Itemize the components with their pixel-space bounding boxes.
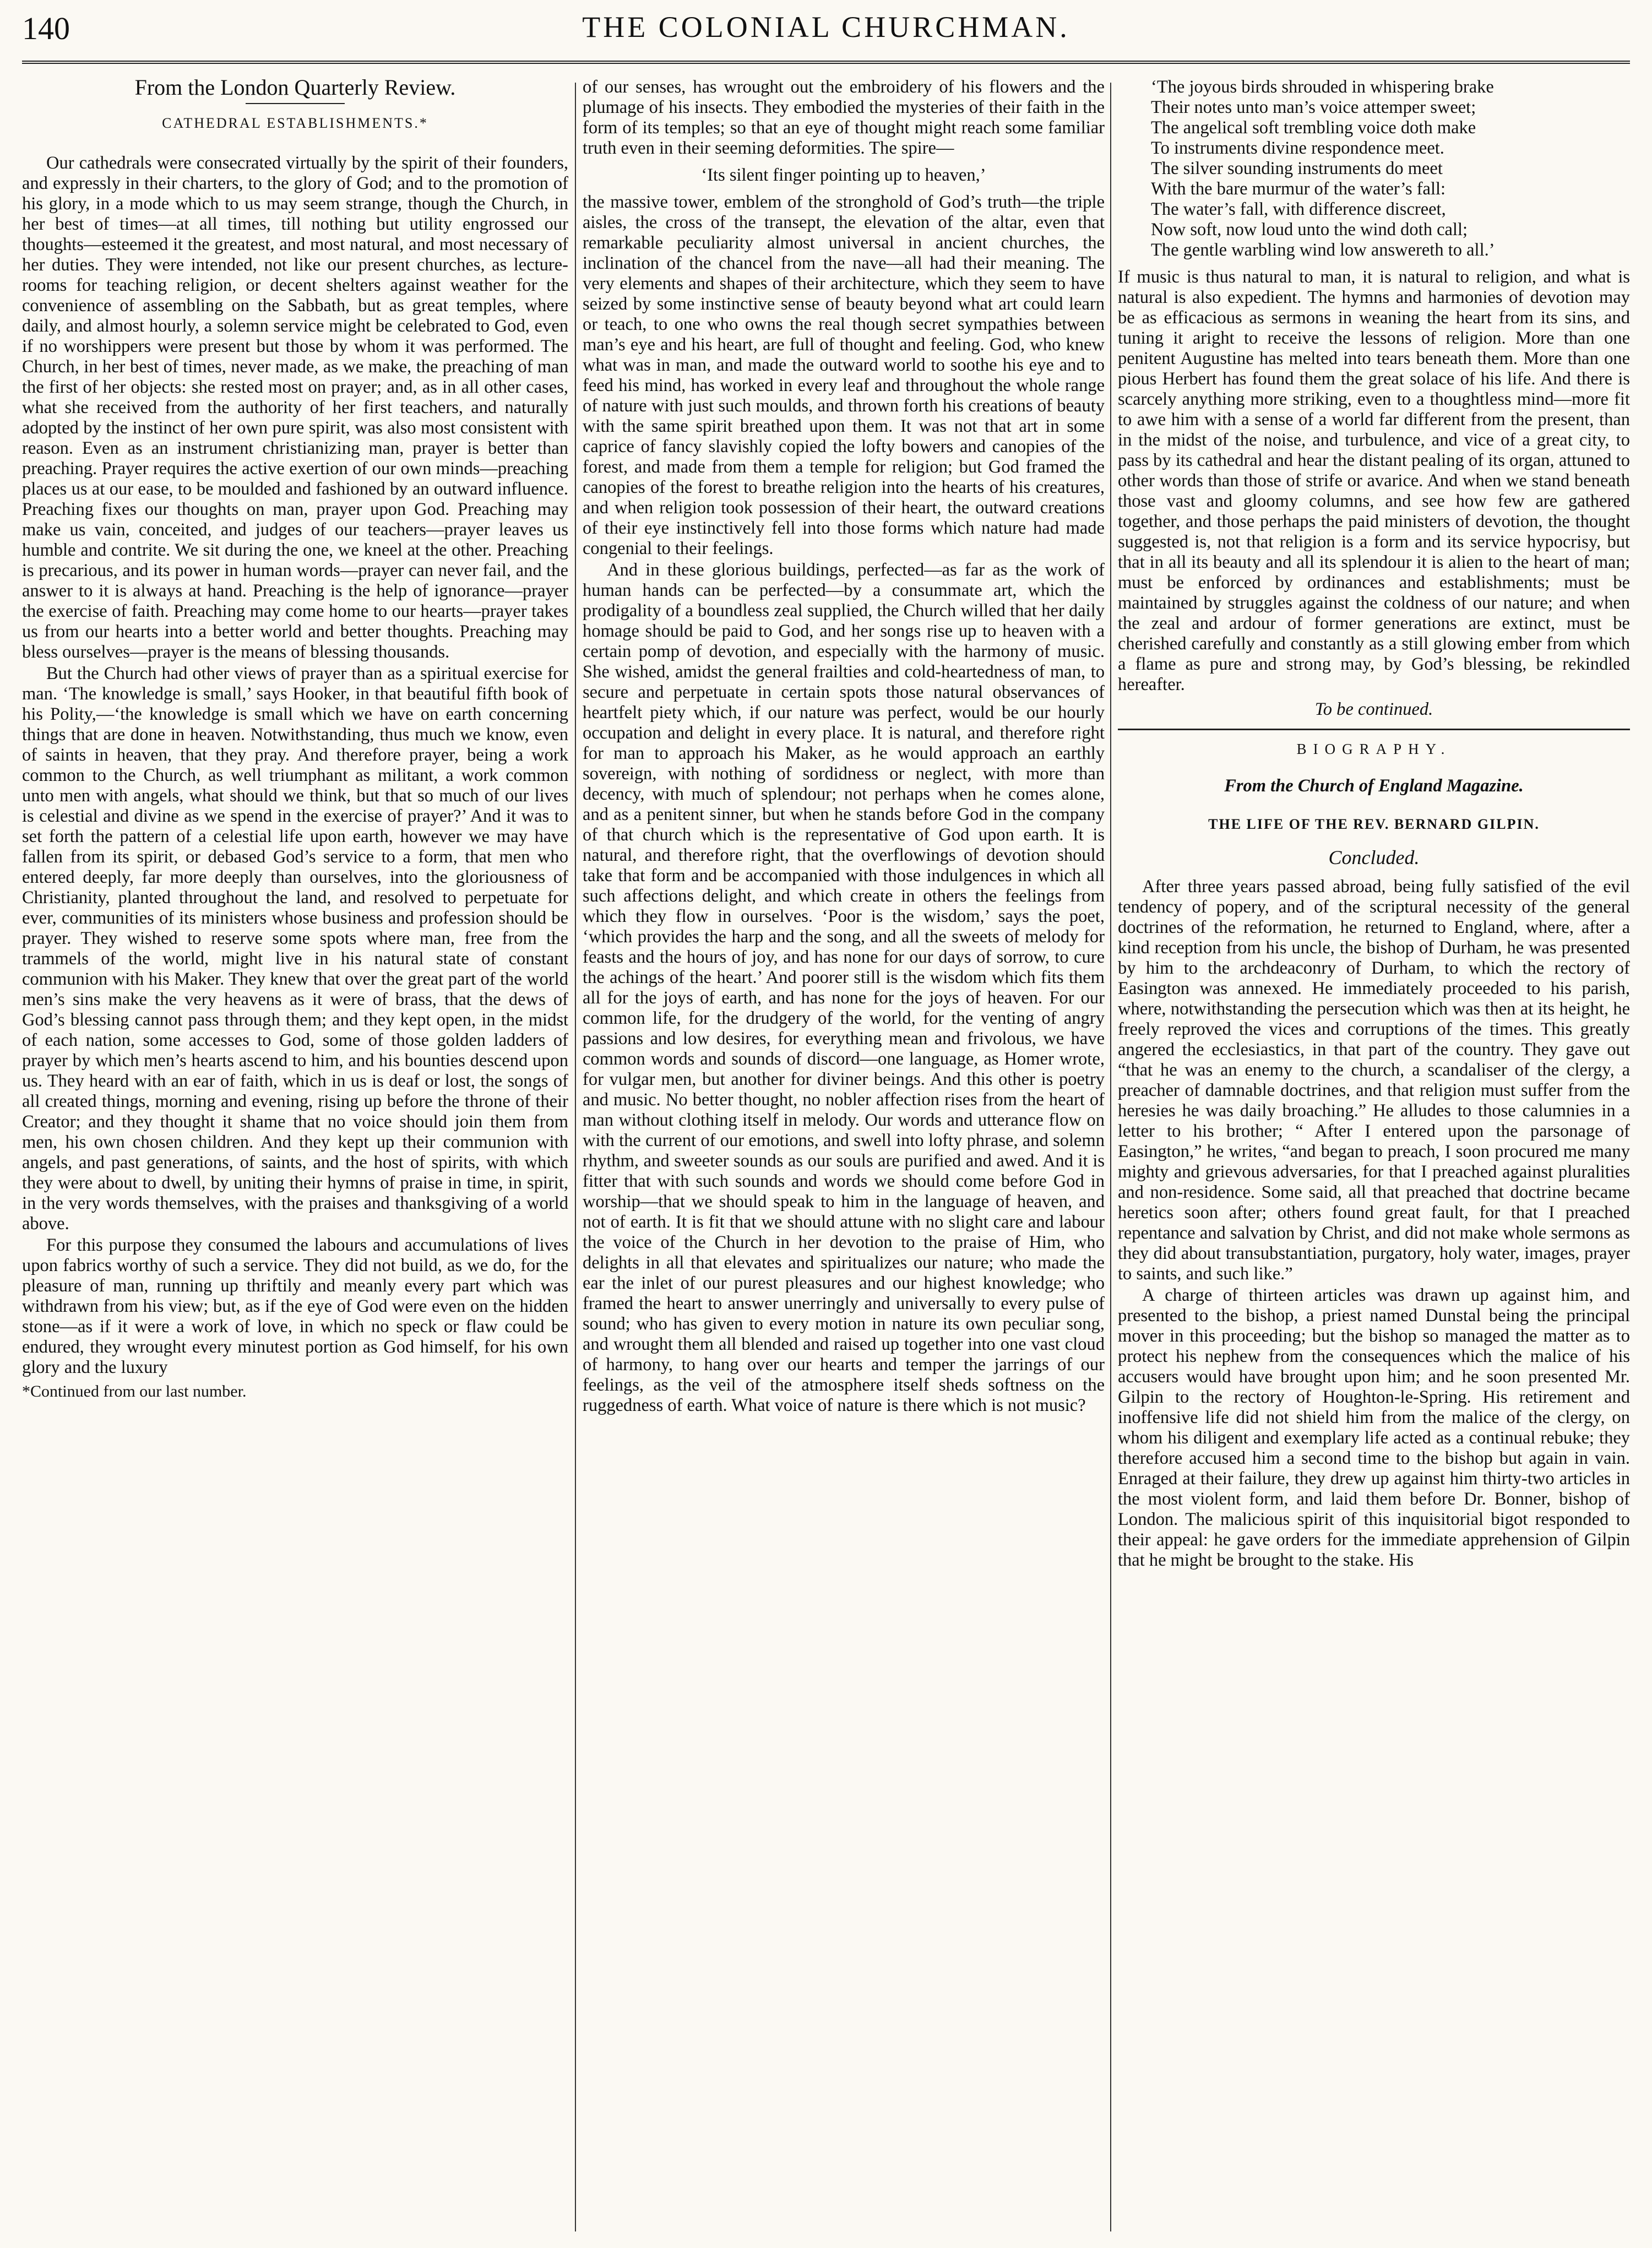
quotation: ‘Its silent finger pointing up to heaven,’ [701,165,986,185]
poem-line: Now soft, now loud unto the wind doth call; [1151,220,1468,240]
column-right [1118,77,1630,2231]
footnote: *Continued from our last number. [22,1382,247,1400]
journal-title: THE COLONIAL CHURCHMAN. [582,10,1070,44]
concluded-label: Concluded. [1328,846,1420,868]
article-source: From the Church of England Magazine. [1224,776,1524,796]
poem [1151,77,1630,260]
column-divider [575,83,576,2231]
article-paragraph: If music is thus natural to man, it is natural to religion, and what is natural is also expedient. The hymns and harmonies of devotion may be as efficacious as sermons in weaning the heart from its sins, and tuning it aright to receive the lessons of religion. More than one penitent Augustine has melted into tears beneath them. More than one pious Herbert has found them the great solace of his life. And there is scarcely anything more striking, even to a thoughtless mind—more fit to awe him with a sense of a world far different from the present, than in the midst of the noise, and turbulence, and vice of a great city, to pass by its cathedral and hear the distant pealing of its organ, attuned to other words than those of strife or avarice. And when we stand beneath those vast and gloomy columns, and see how few are gathered together, and those perhaps the paid ministers of devotion, the thought suggested is, not that religion is a form and its service hypocrisy, but that in all its beauty and all its splendour it is alien to the heart of man; must be enforced by ordinances and establishments; must be maintained by struggles against the coldness of our nature; and when the zeal and ardour of former generations are extinct, must be cherished carefully and constantly as a still glowing ember from which a flame as pure and strong may, by God’s blessing, be rekindled hereafter. [1118,267,1630,694]
column-middle [583,77,1105,2231]
poem-line: The gentle warbling wind low answereth to all.’ [1151,240,1495,260]
poem-line: With the bare murmur of the water’s fall: [1151,179,1446,199]
poem-line: The water’s fall, with difference discreet, [1151,199,1446,219]
article-paragraph: And in these glorious buildings, perfected—as far as the work of human hands can be perfected—by a consummate art, which the prodigality of a boundless zeal supplied, the Church willed that her daily homage should be paid to God, and her songs rise up to heaven with a certain pomp of devotion, and especially with the harmony of music. She wished, amidst the general frailties and cold-heartedness of man, to secure and perpetuate in certain spots those natural observances of heartfelt piety which, if our nature was perfect, would be our hourly occupation and delight in every place. It is natural, and therefore right for man to approach his Maker, as he would approach an earthly sovereign, with nothing of sordidness or neglect, with more than decency, with much of splendour; not perhaps when he comes alone, and as a penitent sinner, but when he stands before God in the company of that church which is the representative of God upon earth. It is natural, and therefore right, that the overflowings of devotion should take that form and be accompanied with those indulgences in which all such affections delight, and which create in others the feelings from which they flow in ourselves. ‘Poor is the wisdom,’ says the poet, ‘which provides the harp and the song, and all the sweets of melody for feasts and the hours of joy, and has none for our days of sorrow, to cure the achings of the heart.’ And poorer still is the wisdom which fits them all for the joys of earth, and has none for the joys of heaven. For our common life, for the drudgery of the world, for the venting of angry passions and low desires, for everything mean and frivolous, we have common words and sounds of discord—one language, as Homer wrote, for vulgar men, but another for diviner beings. And this other is poetry and music. No better thought, no nobler affection rises from the heart of man without clothing itself in melody. Our words and utterance flow on with the current of our emotions, and swell into lofty phrase, and solemn rhythm, and sweeter sounds as our souls are purified and awed. And it is fitter that with such sounds and words we should come before God in worship—that we should speak to him in the language of heaven, and not of earth. It is fit that we should attune with no slight care and labour the voice of the Church in her devotion to the praise of Him, who delights in all that elevates and spiritualizes our nature; who made the ear the inlet of our purest pleasures and our highest knowledge; who framed the heart to answer unerringly and universally to every pulse of sound; who has given to every motion in nature its own peculiar song, and wrought them all blended and raised up together into one vast cloud of harmony, to hang over our hearts and temper the jarrings of our feelings, as the veil of the atmosphere itself sheds softness on the ruggedness of earth. What voice of nature is there which is not music? [583,560,1105,1415]
article-paragraph: After three years passed abroad, being fully satisfied of the evil tendency of popery, and of the scriptural necessity of the general doctrines of the reformation, he returned to England, where, after a kind reception from his uncle, the bishop of Durham, he was presented by him to the archdeaconry of Durham, to which the rectory of Easington was annexed. He immediately proceeded to his parish, where, notwithstanding the persecution which was then at its height, he freely reproved the vices and corruptions of the times. This greatly angered the ecclesiastics, in that part of the country. They gave out “that he was an enemy to the church, a scandaliser of the clergy, a preacher of damnable doctrines, and that religion must suffer from the heresies he was daily broaching.” He alludes to those calumnies in a letter to his brother; “ After I entered upon the parsonage of Easington,” he writes, “and began to preach, I soon procured me many mighty and grievous adversaries, for that I preached against pluralities and non-residence. Some said, all that preached that doctrine became heretics soon after; others found great fault, for that I preached repentance and salvation by Christ, and did not make whole sermons as they did about transubstantiation, purgatory, holy water, images, prayer to saints, and such like.” [1118,877,1630,1284]
article-source: From the London Quarterly Review. [134,77,456,100]
article-title: CATHEDRAL ESTABLISHMENTS.* [162,115,428,131]
page-header [22,6,1630,64]
poem-line: To instruments divine respondence meet. [1151,138,1444,158]
section-rule [1118,729,1630,730]
poem-line: ‘The joyous birds shrouded in whispering brake [1151,77,1494,97]
poem-line: The silver sounding instruments do meet [1151,159,1443,178]
section-heading: BIOGRAPHY. [1296,741,1452,757]
article-paragraph: For this purpose they consumed the labours and accumulations of lives upon fabrics worthy of such a service. They did not build, as we do, for the pleasure of man, running up thriftily and meanly every part which was withdrawn from his view; but, as if the eye of God were even on the hidden stone—as if it were a work of love, in which no speck or flaw could be endured, they wrought every minutest portion as God himself, for his own glory and the luxury [22,1235,568,1377]
poem-line: The angelical soft trembling voice doth make [1151,118,1476,138]
article-paragraph: of our senses, has wrought out the embroidery of his flowers and the plumage of his insects. They embodied the mysteries of their faith in the form of its temples; so that an eye of thought might reach some familiar truth even in their seeming deformities. The spire— [583,77,1105,158]
to-be-continued: To be continued. [1314,699,1433,719]
poem-line: Their notes unto man’s voice attemper sweet; [1151,97,1476,117]
article-paragraph: A charge of thirteen articles was drawn up against him, and presented to the bishop, a priest named Dunstal being the principal mover in this proceeding; but the bishop so managed the matter as to protect his nephew from the consequences which the malice of his accusers would have brought upon him; and he soon presented Mr. Gilpin to the rectory of Houghton-le-Spring. His retirement and inoffensive life did not shield him from the malice of the clergy, on whom his diligent and exemplary life acted as a continual rebuke; they therefore accused him a second time to the bishop but again in vain. Enraged at their failure, they drew up against him thirty-two articles in the most violent form, and laid them before Dr. Bonner, bishop of London. The malicious spirit of this inquisitorial bigot responded to their appeal: he gave orders for the immediate apprehension of Gilpin that he might be brought to the stake. His [1118,1285,1630,1570]
title-rule [246,103,345,104]
article-paragraph: But the Church had other views of prayer than as a spiritual exercise for man. ‘The knowledge is small,’ says Hooker, in that beautiful fifth book of his Polity,—‘the knowledge is small which we have on earth concerning things that are done in heaven. Notwithstanding, thus much we know, even of saints in heaven, that they pray. And therefore prayer, being a work common to the Church, as well triumphant as militant, a work common unto men with angels, what should we think, but that so much of our lives is celestial and divine as we spend in the exercise of prayer?’ And it was to set forth the pattern of a celestial life upon earth, however we may have fallen from its spirit, or debased God’s service to a form, that men who entered deeply, far more deeply than ourselves, into the gloriousness of Christianity, planted throughout the land, and resolved to perpetuate for ever, communities of its ministers whose business and profession should be prayer. They wished to reserve some spots where man, free from the trammels of the world, might live in his natural state of constant communion with his Maker. They knew that over the great part of the world men’s sins make the very heavens as it were of brass, that the dews of God’s blessing cannot pass through them; and they kept open, in the midst of each nation, some accesses to God, some of those golden ladders of prayer by which men’s hearts ascend to him, and his bounties descend upon us. They heard with an ear of faith, which in us is deaf or lost, the songs of all created things, morning and evening, rising up before the throne of their Creator; and they thought it shame that no voice should join them from men, his own chosen children. And they kept up their communion with angels, and past generations, of saints, and the host of spirits, with which they were about to dwell, by uniting their hymns of praise in time, in spirit, in the very words themselves, with the praises and thanksgiving of a world above. [22,664,568,1234]
column-divider [1110,83,1111,2231]
column-left [22,77,568,2231]
article-title: THE LIFE OF THE REV. BERNARD GILPIN. [1208,816,1540,832]
article-paragraph: the massive tower, emblem of the stronghold of God’s truth—the triple aisles, the cross of the transept, the elevation of the altar, even that remarkable peculiarity almost universal in ancient churches, the inclination of the chancel from the nave—all had their meaning. The very elements and shapes of their architecture, which they seem to have seized by some instinctive sense of beauty beyond what art could learn or teach, to one who owns the real though secret sympathies between man’s eye and his heart, are full of thought and feeling. God, who knew what was in man, and made the outward world to soothe his eye and to feed his mind, has worked in every leaf and throughout the whole range of nature with just such moulds, and thrown forth his creations of beauty with the same spirit breathed upon them. It was not that art in some caprice of fancy slavishly copied the lofty bowers and canopies of the forest, and made from them a temple for religion; but God framed the canopies of the forest to breathe religion into the hearts of his creatures, and when religion took possession of their heart, the outward creations of their eye instinctively fell into those forms which nature had made congenial to their feelings. [583,192,1105,558]
article-paragraph: Our cathedrals were consecrated virtually by the spirit of their founders, and expressly in their charters, to the glory of God; and to the promotion of his glory, in a mode which to us may seem strange, though the Church, in her best of times—at all times, till nothing but utility engrossed our thoughts—esteemed it the greatest, and most natural, and most necessary of her duties. They were intended, not like our present churches, as lecture-rooms for teaching religion, or decent shelters against weather for the convenience of assembling on the Sabbath, but as great temples, where daily, and almost hourly, a solemn service might be celebrated to God, even if no worshippers were present but those by whom it was performed. The Church, in her best of times, never made, as we make, the preaching of man the first of her objects: she rested most on prayer; and, as in all other cases, what she received from the authority of her first teachers, and naturally adopted by the instinct of her own pure spirit, was also most consistent with reason. Even as an instrument christianizing man, prayer is better than preaching. Prayer requires the active exertion of our own minds—preaching places us at our ease, to be moulded and fashioned by an outward influence. Preaching fixes our thoughts on man, prayer upon God. Preaching may make us vain, conceited, and judges of our teachers—prayer leaves us humble and contrite. We sit during the one, we kneel at the other. Preaching is precarious, and its power in human words—prayer can never fail, and the answer to it is always at hand. Preaching is the help of ignorance—prayer the exercise of faith. Preaching may come home to our hearts—prayer takes us from our hearts into a better world and better thoughts. Preaching may bless ourselves—prayer is the means of blessing thousands. [22,153,568,662]
page-number: 140 [22,10,70,46]
